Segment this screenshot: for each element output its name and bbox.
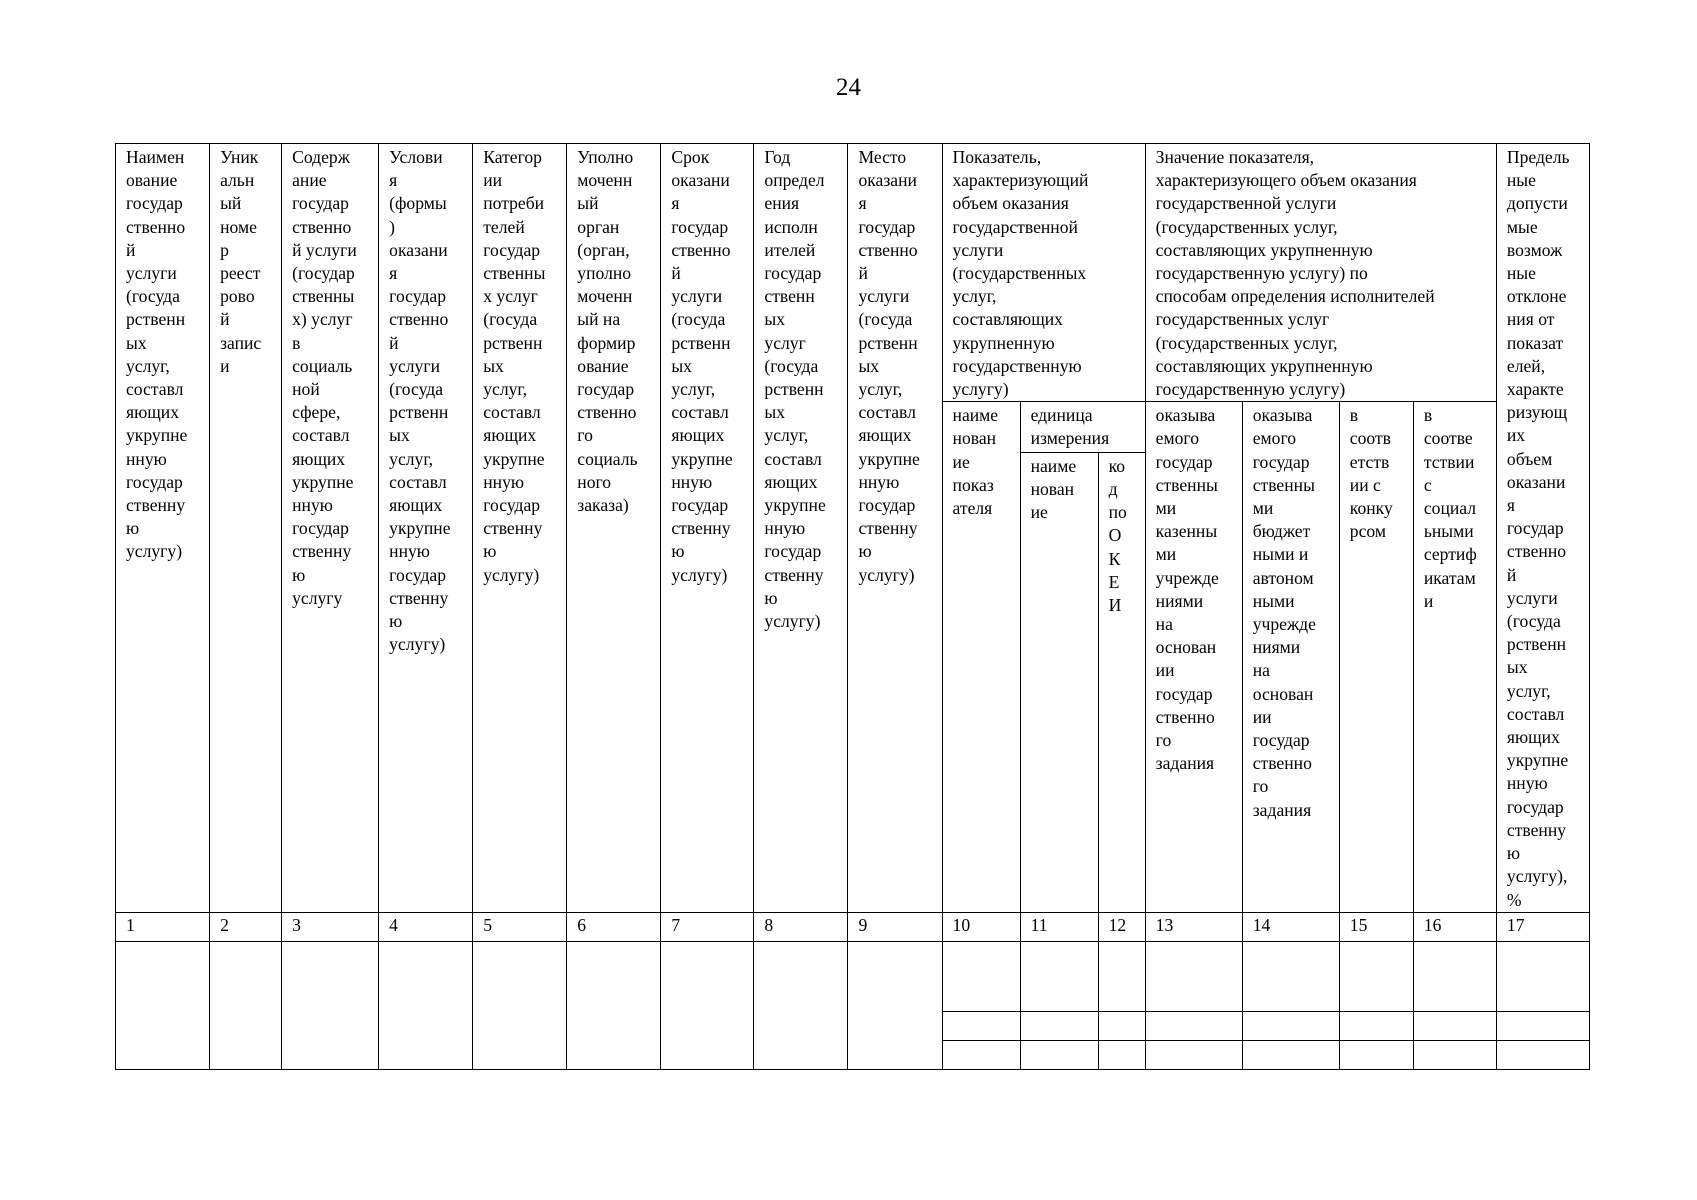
column-number: 17 (1496, 912, 1589, 941)
header-budget-institutions: оказыва емого государ ственны ми бюджет ными и автоном ными учрежде ниями на основан ии государ ственно го задания (1242, 402, 1339, 912)
table-cell (1496, 1011, 1589, 1040)
services-volume-table (115, 143, 1590, 1070)
header-unit-name: наиме нован ие (1020, 452, 1098, 912)
table-cell (1242, 941, 1339, 1011)
table-cell (1413, 941, 1496, 1011)
header-service-name: Наимен ование государ ственно й услуги (госуда рственн ых услуг, составл яющих укрупне нную государ ственну ю услугу) (116, 144, 210, 913)
table-cell (1339, 1040, 1413, 1069)
page-number: 24 (836, 74, 861, 101)
header-state-institutions: оказыва емого государ ственны ми казенны ми учрежде ниями на основан ии государ ственно го задания (1145, 402, 1242, 912)
header-allowed-deviations: Предель ные допусти мые возмож ные отклоне ния от показат елей, характе ризующ их объем оказани я государ ственно й услуги (госуда рственн ых услуг, составл яющих укрупне нную государ ственну ю услугу), % (1496, 144, 1589, 913)
column-number: 12 (1098, 912, 1145, 941)
header-consumer-categories: Категор ии потреби телей государ ственны х услуг (госуда рственн ых услуг, составл яющих укрупне нную государ ственну ю услугу) (473, 144, 567, 913)
table-cell (661, 941, 754, 1069)
header-service-conditions: Услови я (формы ) оказани я государ ственно й услуги (госуда рственн ых услуг, составл яющих укрупне нную государ ственну ю услугу) (379, 144, 473, 913)
column-number: 11 (1020, 912, 1098, 941)
table-cell (754, 941, 848, 1069)
column-number: 4 (379, 912, 473, 941)
header-service-term: Срок оказани я государ ственно й услуги (госуда рственн ых услуг, составл яющих укрупне нную государ ственну ю услугу) (661, 144, 754, 913)
table-cell (379, 941, 473, 1069)
column-number: 6 (567, 912, 661, 941)
table-cell (1020, 1040, 1098, 1069)
column-number: 8 (754, 912, 848, 941)
column-number: 3 (282, 912, 379, 941)
header-by-certificates: в соотве тствии с социал ьными сертиф икатам и (1413, 402, 1496, 912)
header-registry-number: Уник альн ый номе р реест рово й запис и (210, 144, 282, 913)
table-cell (1496, 1040, 1589, 1069)
column-number: 9 (848, 912, 942, 941)
table-cell (1339, 1011, 1413, 1040)
column-number: 15 (1339, 912, 1413, 941)
table-cell (1413, 1040, 1496, 1069)
column-number: 7 (661, 912, 754, 941)
table-cell (1242, 1011, 1339, 1040)
table-cell (1145, 941, 1242, 1011)
header-authorized-body: Уполно моченн ый орган (орган, уполно моченн ый на формир ование государ ственно го социаль ного заказа) (567, 144, 661, 913)
column-number-row (116, 912, 1590, 941)
table-cell (848, 941, 942, 1069)
column-number: 13 (1145, 912, 1242, 941)
table-cell (567, 941, 661, 1069)
header-unit-group: единица измерения (1020, 402, 1145, 452)
header-service-content: Содерж ание государ ственно й услуги (государ ственны х) услуг в социаль ной сфере, составл яющих укрупне нную государ ственну ю услугу (282, 144, 379, 913)
table-cell (1098, 1011, 1145, 1040)
column-number: 1 (116, 912, 210, 941)
table-cell (1413, 1011, 1496, 1040)
table-cell (1098, 941, 1145, 1011)
column-number: 16 (1413, 912, 1496, 941)
header-okei-code: ко д по О К Е И (1098, 452, 1145, 912)
table-cell (1496, 941, 1589, 1011)
column-number: 10 (942, 912, 1020, 941)
header-service-place: Место оказани я государ ственно й услуги (госуда рственн ых услуг, составл яющих укрупне нную государ ственну ю услугу) (848, 144, 942, 913)
table-cell (282, 941, 379, 1069)
header-row-1 (116, 144, 1590, 402)
table-cell (1020, 941, 1098, 1011)
table-cell (942, 1040, 1020, 1069)
header-by-competition: в соотв етств ии с конку рсом (1339, 402, 1413, 912)
table-cell (1020, 1011, 1098, 1040)
table-cell (1145, 1011, 1242, 1040)
table-cell (116, 941, 210, 1069)
table-cell (473, 941, 567, 1069)
column-number: 14 (1242, 912, 1339, 941)
column-number: 5 (473, 912, 567, 941)
table-cell (1098, 1040, 1145, 1069)
table-cell (1242, 1040, 1339, 1069)
table-cell (942, 941, 1020, 1011)
table-row (116, 941, 1590, 1011)
column-number: 2 (210, 912, 282, 941)
table-cell (942, 1011, 1020, 1040)
header-year-of-determination: Год определ ения исполн ителей государ ственн ых услуг (госуда рственн ых услуг, составл яющих укрупне нную государ ственну ю услугу) (754, 144, 848, 913)
table-cell (210, 941, 282, 1069)
table-cell (1339, 941, 1413, 1011)
header-volume-indicator-group: Показатель, характеризующий объем оказания государственной услуги (государственных услуг, составляющих укрупненную государственную услугу) (942, 144, 1145, 402)
header-indicator-name: наиме нован ие показ ателя (942, 402, 1020, 912)
header-indicator-value-group: Значение показателя, характеризующего объем оказания государственной услуги (государственных услуг, составляющих укрупненную государственную услугу) по способам определения исполнителей государственных услуг (государственных услуг, составляющих укрупненную государственную услугу) (1145, 144, 1496, 402)
table-cell (1145, 1040, 1242, 1069)
